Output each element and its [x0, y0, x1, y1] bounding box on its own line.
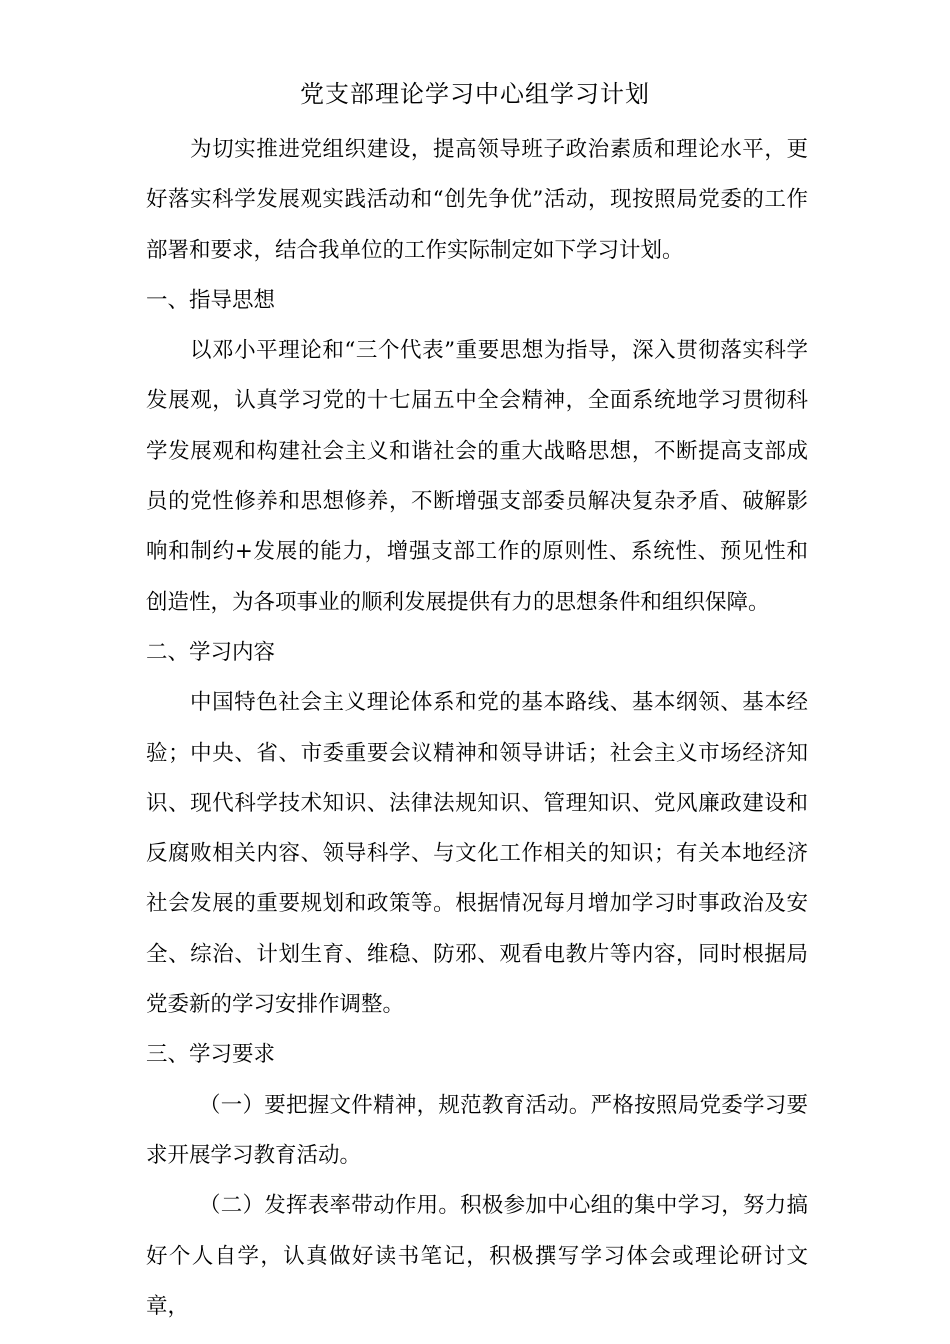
- section-heading-study-requirements: 三、学习要求: [146, 1042, 276, 1068]
- requirement-item-1: （一）要把握文件精神，规范教育活动。严格按照局党委学习要求开展学习教育活动。: [146, 1092, 808, 1168]
- guiding-thought-paragraph: 以邓小平理论和“三个代表”重要思想为指导，深入贯彻落实科学发展观，认真学习党的十七届五中全会精神，全面系统地学习贯彻科学发展观和构建社会主义和谐社会的重大战略思想，不断提高支部成员的党性修养和思想修养，不断增强支部委员解决复杂矛盾、破解影响和制约+发展的能力，增强支部工作的原则性、系统性、预见性和创造性，为各项事业的顺利发展提供有力的思想条件和组织保障。: [146, 338, 808, 615]
- section-heading-guiding-thought: 一、指导思想: [146, 287, 276, 313]
- intro-paragraph: 为切实推进党组织建设，提高领导班子政治素质和理论水平，更好落实科学发展观实践活动和“创先争优”活动，现按照局党委的工作部署和要求，结合我单位的工作实际制定如下学习计划。: [146, 137, 808, 263]
- study-content-paragraph: 中国特色社会主义理论体系和党的基本路线、基本纲领、基本经验；中央、省、市委重要会议精神和领导讲话；社会主义市场经济知识、现代科学技术知识、法律法规知识、管理知识、党风廉政建设和反腐败相关内容、领导科学、与文化工作相关的知识；有关本地经济社会发展的重要规划和政策等。根据情况每月增加学习时事政治及安全、综治、计划生育、维稳、防邪、观看电教片等内容，同时根据局党委新的学习安排作调整。: [146, 690, 808, 1018]
- requirement-item-2: （二）发挥表率带动作用。积极参加中心组的集中学习，努力搞好个人自学，认真做好读书笔记，积极撰写学习体会或理论研讨文章，: [146, 1193, 808, 1319]
- document-body: [146, 125, 808, 1332]
- section-heading-study-content: 二、学习内容: [146, 639, 276, 665]
- document-title: 党支部理论学习中心组学习计划: [300, 80, 650, 108]
